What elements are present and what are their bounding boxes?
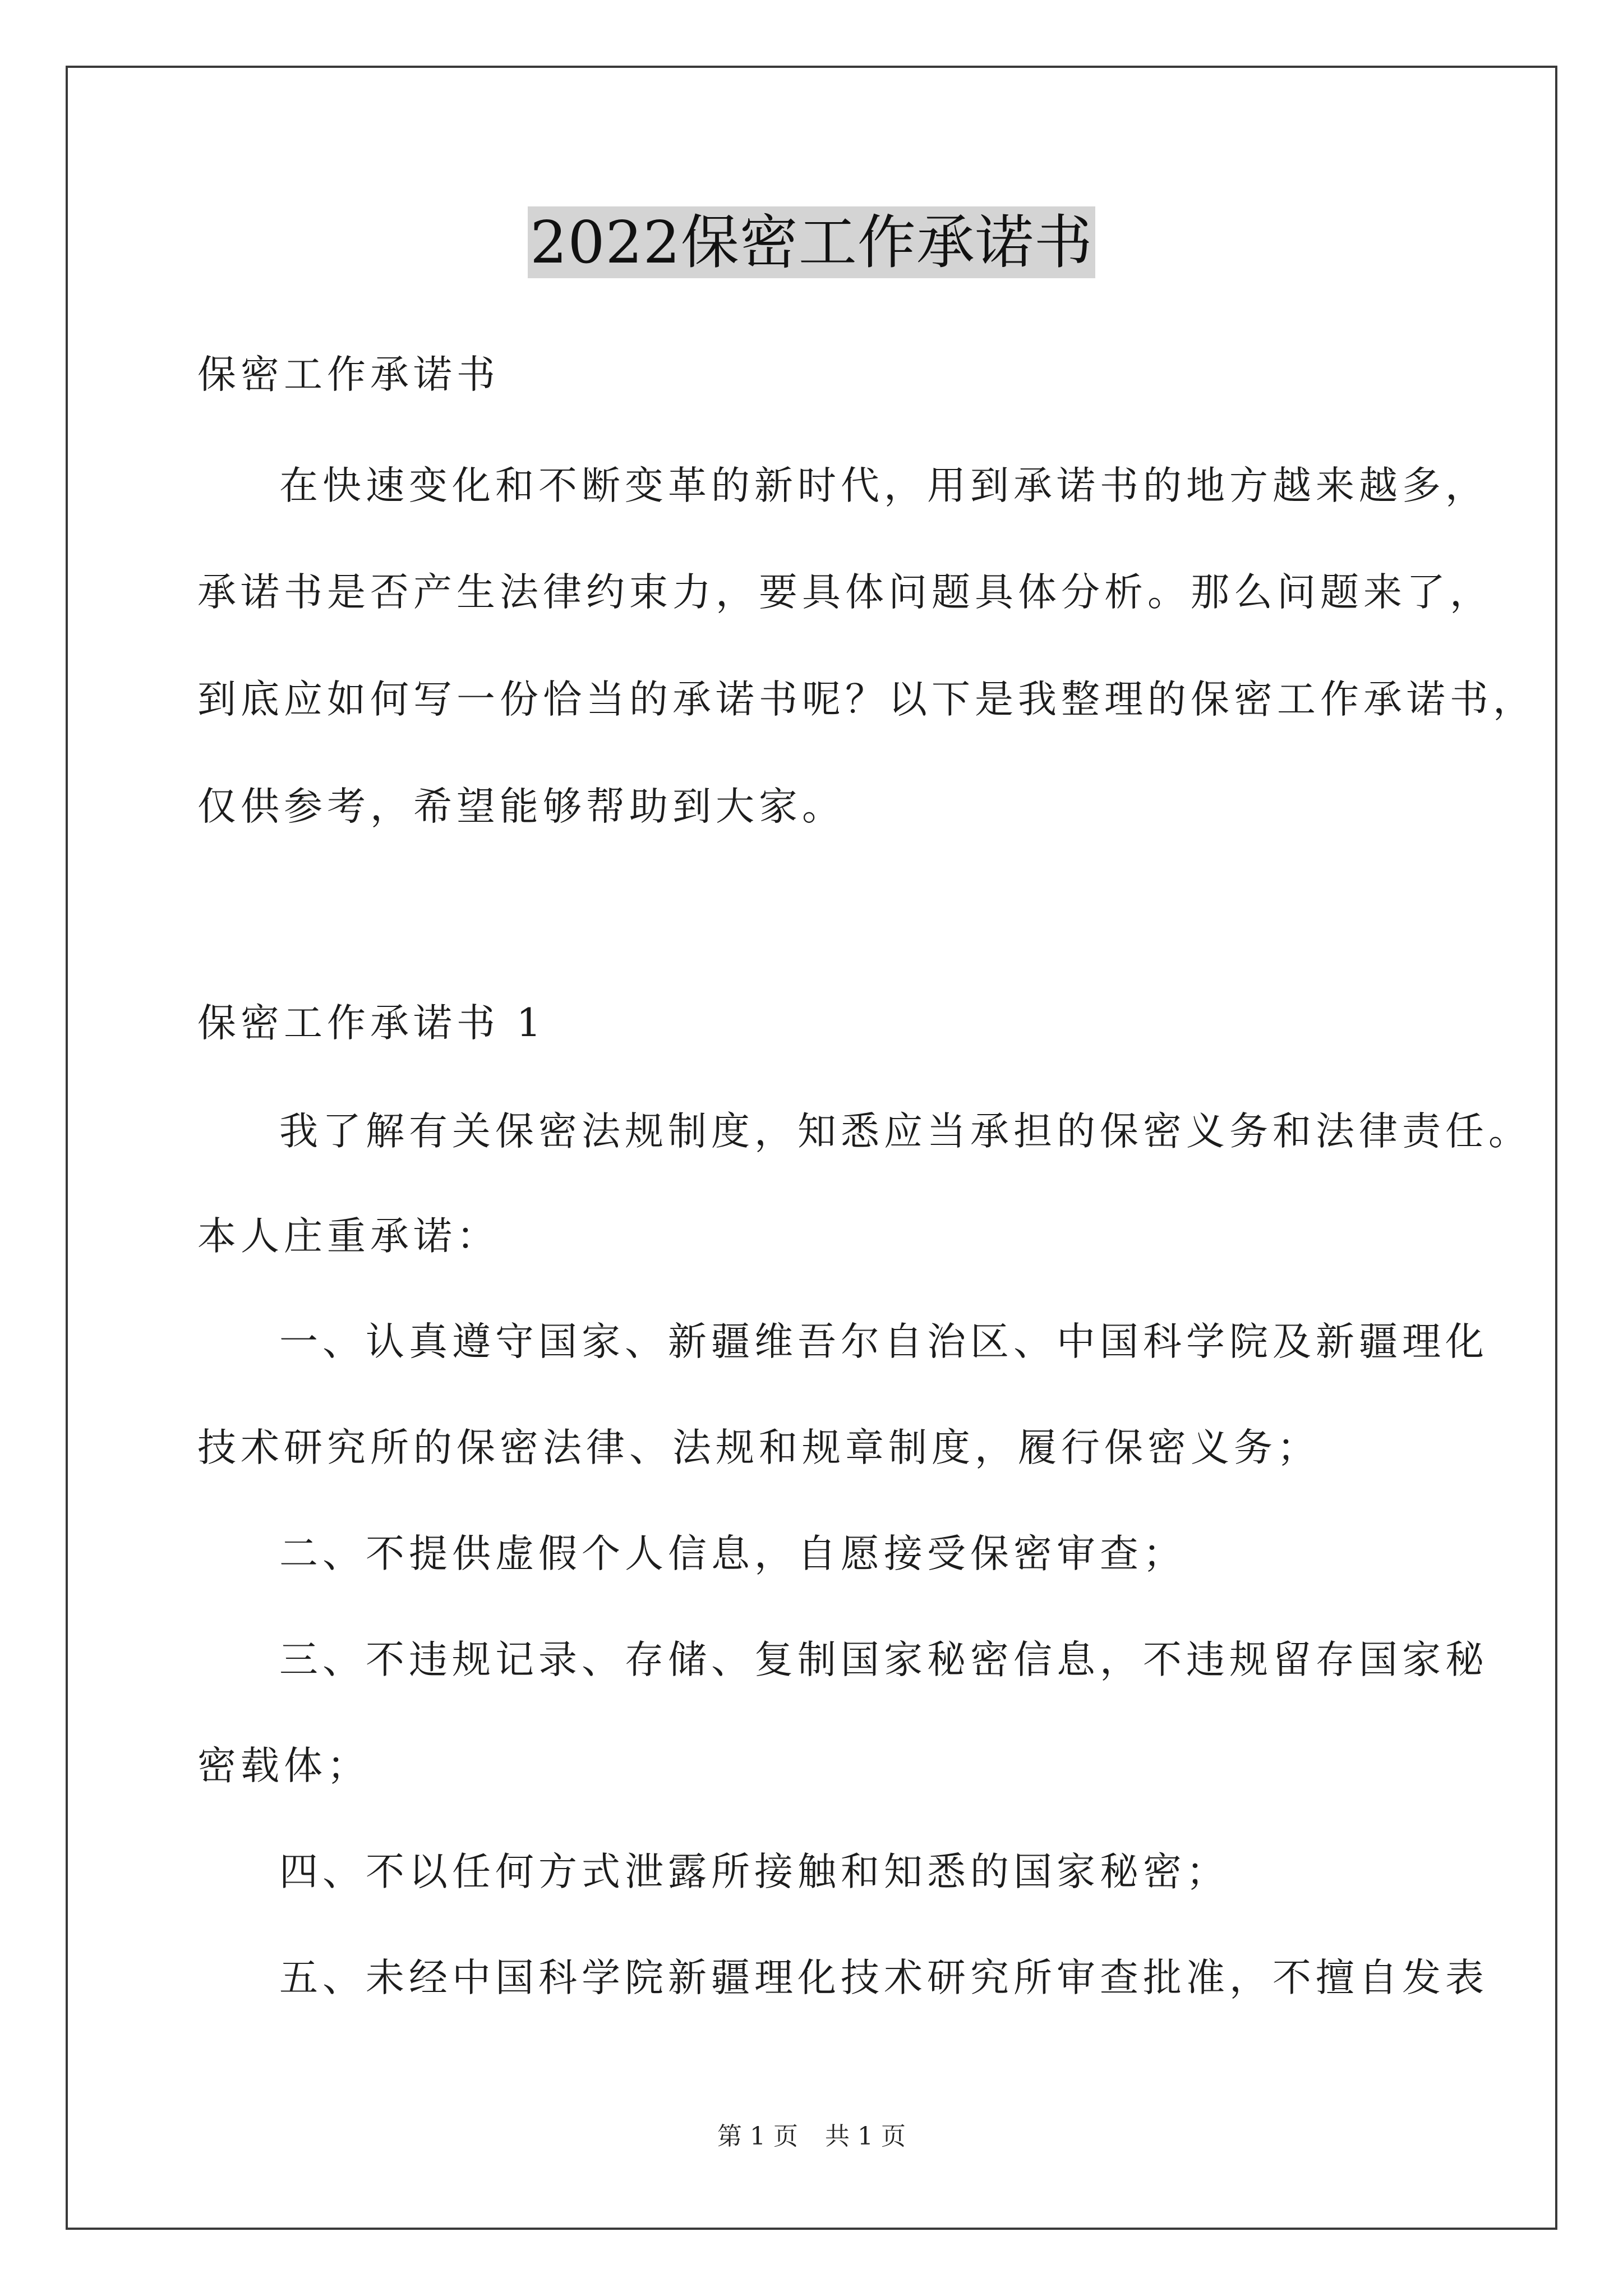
page-footer — [0, 2122, 1623, 2151]
paragraph-line: 二、不提供虚假个人信息，自愿接受保密审查； — [279, 1531, 1186, 1576]
paragraph-line: 一、认真遵守国家、新疆维吾尔自治区、中国科学院及新疆理化 — [279, 1319, 1488, 1364]
paragraph-line: 技术研究所的保密法律、法规和规章制度，履行保密义务； — [197, 1425, 1320, 1470]
section-heading: 保密工作承诺书 — [197, 352, 500, 397]
paragraph-line: 我了解有关保密法规制度，知悉应当承担的保密义务和法律责任。 — [279, 1109, 1532, 1154]
page-number: 第 1 页 — [717, 2122, 798, 2151]
page-total: 共 1 页 — [825, 2122, 906, 2151]
paragraph-line: 三、不违规记录、存储、复制国家秘密信息，不违规留存国家秘 — [279, 1637, 1488, 1682]
paragraph-line: 本人庄重承诺： — [197, 1214, 500, 1259]
section-heading: 保密工作承诺书 1 — [197, 1001, 546, 1046]
paragraph-line: 在快速变化和不断变革的新时代，用到承诺书的地方越来越多， — [279, 463, 1488, 508]
paragraph-line: 五、未经中国科学院新疆理化技术研究所审查批准，不擅自发表 — [279, 1955, 1488, 2000]
paragraph-line: 到底应如何写一份恰当的承诺书呢？以下是我整理的保密工作承诺书， — [197, 677, 1536, 722]
paragraph-line: 仅供参考，希望能够帮助到大家。 — [197, 784, 845, 829]
paragraph-line: 四、不以任何方式泄露所接触和知悉的国家秘密； — [279, 1849, 1229, 1894]
paragraph-line: 密载体； — [197, 1743, 370, 1788]
title-container — [0, 206, 1623, 278]
paragraph-line: 承诺书是否产生法律约束力，要具体问题具体分析。那么问题来了， — [197, 570, 1493, 615]
document-title: 2022保密工作承诺书 — [528, 206, 1095, 278]
